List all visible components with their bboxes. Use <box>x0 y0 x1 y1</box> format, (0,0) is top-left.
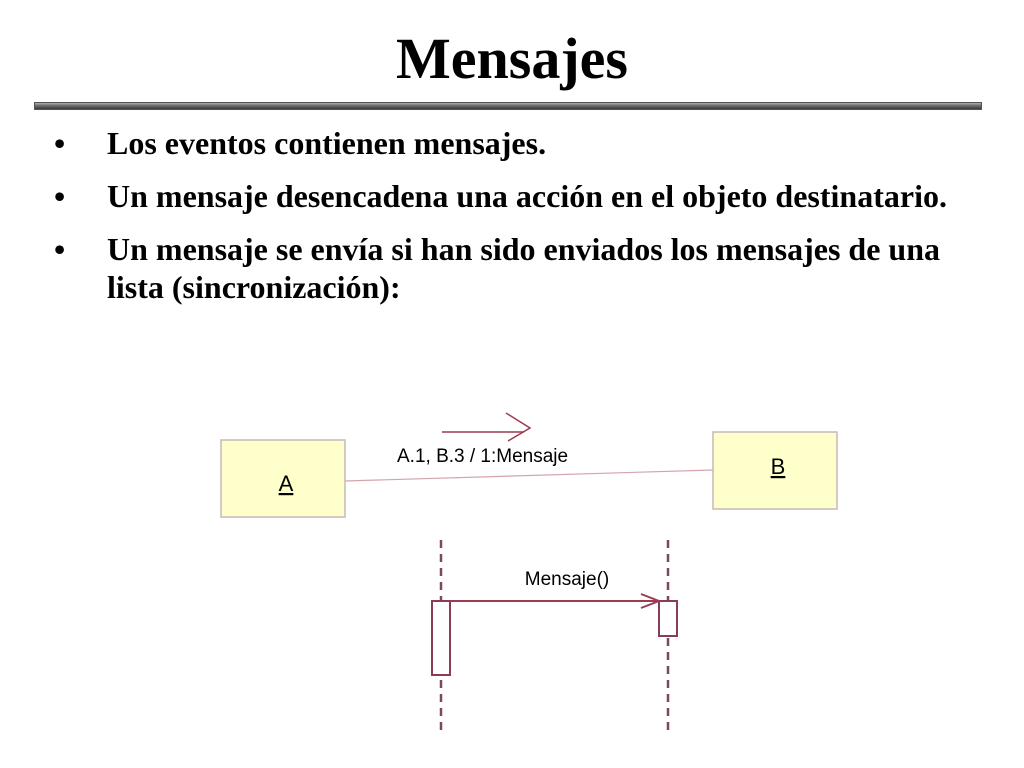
collaboration-message-label: A.1, B.3 / 1:Mensaje <box>397 446 569 467</box>
slide-title: Mensajes <box>396 26 628 91</box>
bullet-text: Los eventos contienen mensajes. <box>107 125 547 161</box>
bullet-mark: • <box>54 125 66 161</box>
bullet-text: Un mensaje se envía si han sido enviados los mensajes de una lista (sincronización): <box>107 231 940 305</box>
sequence-diagram <box>432 540 677 730</box>
bullet-item <box>50 230 980 306</box>
bullet-item <box>50 177 980 215</box>
uml-diagrams <box>0 400 1024 768</box>
bullet-mark: • <box>54 178 66 214</box>
sequence-message-label: Mensaje() <box>524 569 610 590</box>
association-link <box>345 470 713 481</box>
bullet-list <box>50 124 980 321</box>
object-a-label: A <box>278 471 294 496</box>
bullet-text: Un mensaje desencadena una acción en el objeto destinatario. <box>107 178 947 214</box>
collaboration-diagram <box>221 413 837 517</box>
title-divider <box>34 102 982 110</box>
activation-bar-right <box>659 601 677 636</box>
object-b-label: B <box>770 454 786 479</box>
activation-bar-left <box>432 601 450 675</box>
message-arrow-head <box>506 413 530 441</box>
bullet-item <box>50 124 980 162</box>
bullet-mark: • <box>54 231 66 267</box>
